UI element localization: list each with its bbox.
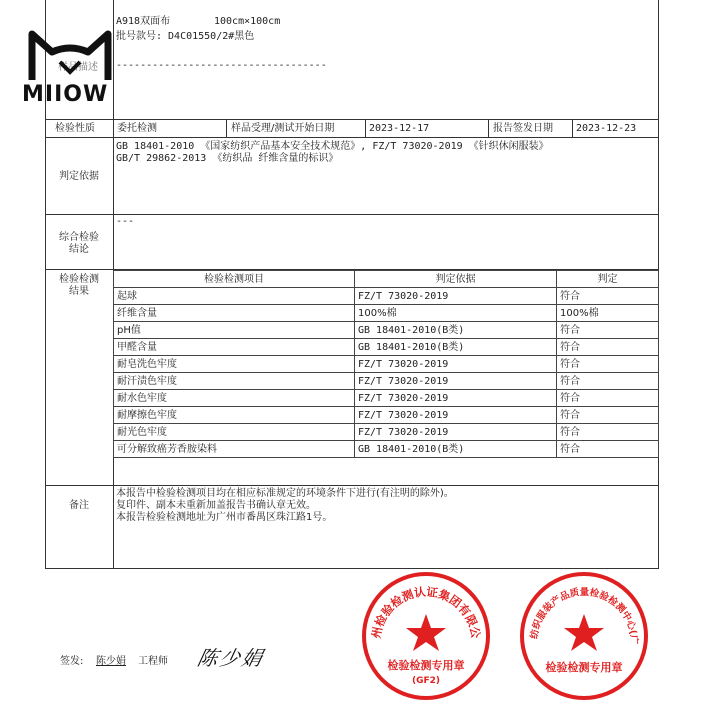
dash-line: -----------------------------------	[116, 60, 327, 71]
basis-cell: FZ/T 73020-2019	[355, 390, 557, 407]
product-size: 100cm×100cm	[214, 16, 281, 27]
stamp-left-bottom-text: 检验检测专用章	[387, 659, 465, 672]
info-divider-4	[572, 119, 573, 137]
conclusion-value: ---	[116, 216, 135, 227]
item-cell: 耐汗渍色牢度	[114, 373, 355, 390]
info-divider-1	[226, 119, 227, 137]
verdict-cell: 符合	[557, 373, 659, 390]
row-line-1	[45, 119, 659, 120]
nature-value: 委托检测	[117, 123, 157, 134]
verdict-cell: 符合	[557, 356, 659, 373]
signer-title: 工程师	[138, 656, 168, 667]
table-row	[114, 339, 659, 356]
table-row	[114, 356, 659, 373]
results-header-row	[114, 271, 659, 288]
results-label-2: 结果	[69, 286, 89, 297]
column-header-verdict: 判定	[557, 271, 659, 288]
signature-label: 签发:	[60, 656, 84, 667]
inspection-stamp-left	[360, 570, 492, 701]
verdict-cell: 100%棉	[557, 305, 659, 322]
inspection-stamp-right	[518, 570, 650, 701]
issue-value: 2023-12-23	[576, 123, 637, 134]
conclusion-label-1: 综合检验	[59, 232, 99, 243]
row-line-2	[45, 137, 659, 138]
item-cell: 可分解致癌芳香胺染料	[114, 441, 355, 458]
basis-line-1: GB 18401-2010 《国家纺织产品基本安全技术规范》, FZ/T 73020-2019 《针织休闲服装》	[116, 141, 549, 152]
miiow-logo	[20, 28, 120, 108]
stamp-left-code: (GF2)	[411, 676, 441, 686]
star-icon	[564, 614, 604, 651]
remark-line-1: 本报告中检验检测项目均在相应标准规定的环境条件下进行(有注明的除外)。	[116, 488, 454, 499]
date-label: 样品受理/测试开始日期	[231, 123, 335, 134]
verdict-cell: 符合	[557, 288, 659, 305]
basis-cell: GB 18401-2010(B类)	[355, 322, 557, 339]
batch-line: 批号款号: D4C01550/2#黑色	[116, 31, 255, 42]
basis-cell: FZ/T 73020-2019	[355, 356, 557, 373]
signer-name: 陈少娟	[96, 656, 126, 667]
logo-text: MIIOW	[22, 82, 109, 107]
stamp-right-arc-text: 纺织服装产品质量检验检测中心(广	[528, 586, 640, 645]
info-divider-2	[365, 119, 366, 137]
product-line: A918双面布	[116, 16, 171, 27]
row-line-5	[45, 485, 659, 486]
table-row	[114, 373, 659, 390]
stamp-left-arc-text: 州检验检测认证集团有限公	[368, 584, 484, 640]
basis-cell: FZ/T 73020-2019	[355, 373, 557, 390]
item-cell: 耐皂洗色牢度	[114, 356, 355, 373]
table-row	[114, 322, 659, 339]
remark-line-3: 本报告检验检测地址为广州市番禺区珠江路1号。	[116, 512, 333, 523]
table-row	[114, 407, 659, 424]
star-icon	[406, 614, 446, 651]
remark-line-2: 复印件、副本未重新加盖报告书确认章无效。	[116, 500, 316, 511]
results-label-1: 检验检测	[59, 274, 99, 285]
table-row	[114, 305, 659, 322]
verdict-cell: 符合	[557, 339, 659, 356]
item-cell: 耐水色牢度	[114, 390, 355, 407]
date-value: 2023-12-17	[369, 123, 430, 134]
verdict-cell: 符合	[557, 390, 659, 407]
results-table	[113, 270, 659, 458]
basis-cell: FZ/T 73020-2019	[355, 288, 557, 305]
nature-label: 检验性质	[55, 123, 95, 134]
verdict-cell: 符合	[557, 322, 659, 339]
basis-label: 判定依据	[59, 171, 99, 182]
conclusion-label-2: 结论	[69, 244, 89, 255]
basis-cell: 100%棉	[355, 305, 557, 322]
table-row	[114, 441, 659, 458]
item-cell: 甲醛含量	[114, 339, 355, 356]
item-cell: 纤维含量	[114, 305, 355, 322]
basis-cell: FZ/T 73020-2019	[355, 407, 557, 424]
item-cell: pH值	[114, 322, 355, 339]
column-header-basis: 判定依据	[355, 271, 557, 288]
basis-cell: GB 18401-2010(B类)	[355, 441, 557, 458]
row-line-3	[45, 214, 659, 215]
verdict-cell: 符合	[557, 407, 659, 424]
table-row	[114, 288, 659, 305]
basis-cell: GB 18401-2010(B类)	[355, 339, 557, 356]
item-cell: 耐光色牢度	[114, 424, 355, 441]
stamp-right-bottom-text: 检验检测专用章	[545, 661, 623, 674]
sample-description-label: 样品描述	[58, 62, 98, 73]
item-cell: 起球	[114, 288, 355, 305]
basis-line-2: GB/T 29862-2013 《纺织品 纤维含量的标识》	[116, 153, 339, 164]
item-cell: 耐摩擦色牢度	[114, 407, 355, 424]
table-row	[114, 424, 659, 441]
column-header-item: 检验检测项目	[114, 271, 355, 288]
basis-cell: FZ/T 73020-2019	[355, 424, 557, 441]
verdict-cell: 符合	[557, 424, 659, 441]
remarks-label: 备注	[69, 500, 89, 511]
info-divider-3	[488, 119, 489, 137]
verdict-cell: 符合	[557, 441, 659, 458]
issue-label: 报告签发日期	[493, 123, 553, 134]
table-row	[114, 390, 659, 407]
handwritten-signature: 陈少娟	[195, 646, 267, 670]
row-line-6	[45, 568, 659, 569]
